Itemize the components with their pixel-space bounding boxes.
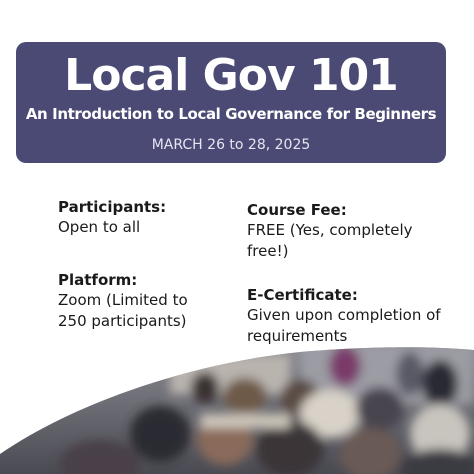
classroom-photo: [0, 344, 474, 474]
course-fee-line-1: FREE (Yes, completely: [247, 221, 413, 239]
certificate-line-1: Given upon completion of: [247, 306, 441, 324]
event-subtitle: An Introduction to Local Governance for Beginners: [25, 105, 437, 123]
participants-info: [58, 197, 228, 238]
participants-line-1: Open to all: [58, 218, 141, 236]
certificate-info: [247, 285, 469, 347]
event-title: Local Gov 101: [64, 50, 398, 101]
platform-line-1: Zoom (Limited to: [58, 291, 188, 309]
platform-heading: Platform:: [58, 271, 138, 289]
certificate-line-2: requirements: [247, 327, 348, 345]
platform-info: [58, 270, 228, 332]
certificate-heading: E-Certificate:: [247, 286, 358, 304]
course-fee-heading: Course Fee:: [247, 201, 347, 219]
platform-line-2: 250 participants): [58, 312, 187, 330]
course-fee-info: [247, 200, 457, 262]
blurred-classroom-photo-icon: [0, 344, 474, 474]
course-fee-line-2: free!): [247, 242, 289, 260]
event-dates: MARCH 26 to 28, 2025: [151, 137, 311, 153]
title-banner: [16, 42, 446, 163]
participants-heading: Participants:: [58, 198, 167, 216]
